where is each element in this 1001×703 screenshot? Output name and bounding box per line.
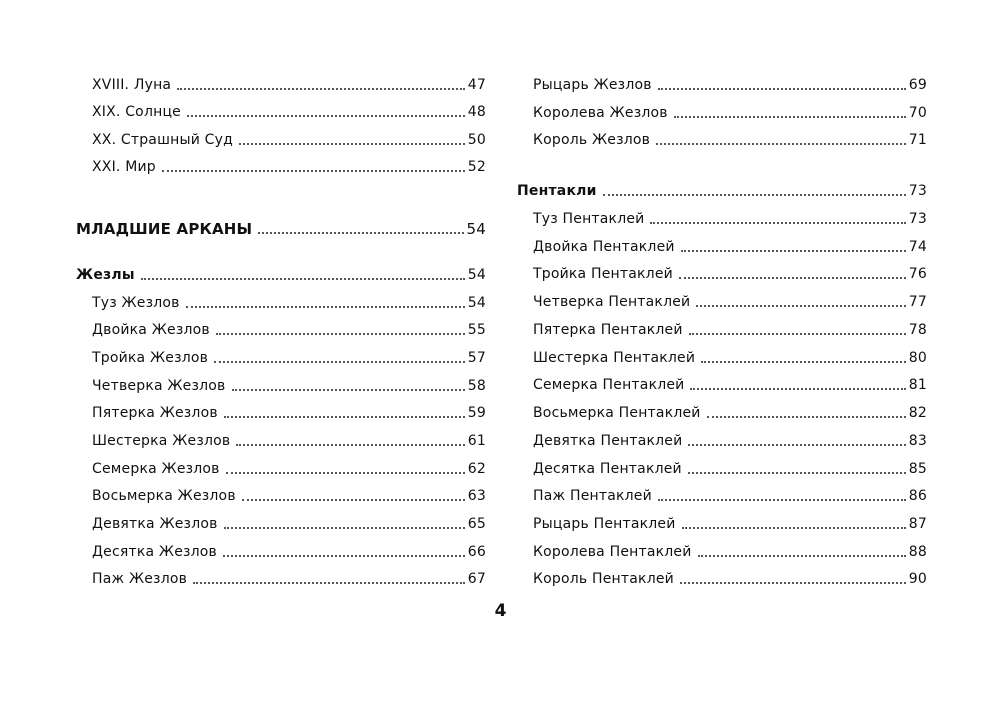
toc-entry-title: Король Пентаклей — [533, 571, 674, 587]
toc-entry-title: Рыцарь Пентаклей — [533, 516, 676, 532]
leader-dots — [162, 170, 465, 172]
leader-dots — [236, 444, 464, 446]
toc-entry-title: Король Жезлов — [533, 132, 651, 148]
toc-entry[interactable] — [76, 345, 486, 367]
leader-dots — [690, 388, 905, 390]
toc-entry[interactable] — [517, 566, 927, 588]
toc-group-page: 73 — [908, 183, 927, 199]
toc-entry[interactable] — [517, 317, 927, 339]
toc-entry-title: Пятерка Пентаклей — [533, 322, 683, 338]
leader-dots — [701, 361, 906, 363]
toc-entry-page: 83 — [908, 433, 927, 449]
leader-dots — [658, 88, 906, 90]
toc-entry[interactable] — [517, 483, 927, 505]
toc-entry-page: 85 — [908, 461, 927, 477]
leader-dots — [696, 305, 905, 307]
toc-entry-page: 81 — [908, 377, 927, 393]
leader-dots — [688, 472, 906, 474]
toc-entry[interactable] — [76, 511, 486, 533]
toc-entry-page: 73 — [908, 211, 927, 227]
toc-entry-page: 48 — [467, 104, 486, 120]
toc-entry-title: Девятка Пентаклей — [533, 433, 683, 449]
toc-entry[interactable] — [517, 511, 927, 533]
toc-entry[interactable] — [76, 317, 486, 339]
toc-entry[interactable] — [517, 539, 927, 561]
toc-entry-page: 87 — [908, 516, 927, 532]
toc-entry[interactable] — [76, 483, 486, 505]
toc-entry[interactable] — [517, 100, 927, 122]
leader-dots — [656, 143, 906, 145]
toc-entry-title: Восьмерка Пентаклей — [533, 405, 701, 421]
leader-dots — [688, 444, 905, 446]
toc-entry-page: 61 — [467, 433, 486, 449]
toc-entry[interactable] — [517, 127, 927, 149]
toc-group-page: 54 — [467, 267, 486, 283]
leader-dots — [258, 232, 463, 234]
toc-group-pentacles[interactable] — [517, 178, 927, 200]
toc-entry-page: 90 — [908, 571, 927, 587]
toc-entry[interactable] — [517, 428, 927, 450]
leader-dots — [141, 278, 465, 280]
toc-entry-title: XVIII. Луна — [92, 77, 172, 93]
leader-dots — [603, 194, 906, 196]
toc-entry-title: XXI. Мир — [92, 159, 156, 175]
toc-entry[interactable] — [76, 154, 486, 176]
toc-entry-page: 65 — [467, 516, 486, 532]
leader-dots — [680, 582, 906, 584]
toc-entry-title: Четверка Пентаклей — [533, 294, 691, 310]
toc-entry-title: Королева Жезлов — [533, 105, 668, 121]
toc-entry-page: 77 — [908, 294, 927, 310]
leader-dots — [193, 582, 465, 584]
toc-section-title: МЛАДШИЕ АРКАНЫ — [76, 220, 253, 238]
toc-entry[interactable] — [76, 373, 486, 395]
leader-dots — [224, 416, 465, 418]
toc-entry[interactable] — [76, 127, 486, 149]
toc-entry-title: Туз Пентаклей — [533, 211, 645, 227]
toc-entry-title: Семерка Пентаклей — [533, 377, 685, 393]
toc-entry-title: Четверка Жезлов — [92, 378, 226, 394]
toc-entry-page: 52 — [467, 159, 486, 175]
toc-entry-page: 82 — [908, 405, 927, 421]
toc-entry[interactable] — [517, 206, 927, 228]
toc-entry-title: Десятка Пентаклей — [533, 461, 682, 477]
toc-entry-title: Шестерка Жезлов — [92, 433, 231, 449]
leader-dots — [650, 222, 905, 224]
toc-entry-page: 88 — [908, 544, 927, 560]
toc-entry-title: Шестерка Пентаклей — [533, 350, 696, 366]
leader-dots — [658, 499, 906, 501]
toc-entry-page: 76 — [908, 266, 927, 282]
toc-entry-page: 59 — [467, 405, 486, 421]
toc-entry-page: 70 — [908, 105, 927, 121]
toc-entry[interactable] — [76, 290, 486, 312]
leader-dots — [177, 88, 465, 90]
toc-entry[interactable] — [517, 372, 927, 394]
leader-dots — [239, 143, 465, 145]
page-number: 4 — [494, 601, 507, 621]
toc-entry-page: 80 — [908, 350, 927, 366]
toc-entry-title: Паж Жезлов — [92, 571, 188, 587]
toc-entry-title: Двойка Жезлов — [92, 322, 210, 338]
toc-entry-title: Десятка Жезлов — [92, 544, 218, 560]
toc-entry-page: 50 — [467, 132, 486, 148]
leader-dots — [242, 499, 465, 501]
toc-entry-page: 54 — [467, 295, 486, 311]
toc-entry-page: 57 — [467, 350, 486, 366]
leader-dots — [689, 333, 906, 335]
toc-entry[interactable] — [76, 539, 486, 561]
toc-entry[interactable] — [76, 72, 486, 94]
toc-entry[interactable] — [517, 72, 927, 94]
toc-section-minor-arcana[interactable] — [76, 216, 486, 238]
toc-entry-page: 63 — [467, 488, 486, 504]
toc-entry-page: 78 — [908, 322, 927, 338]
leader-dots — [187, 115, 465, 117]
toc-entry-title: Туз Жезлов — [92, 295, 180, 311]
leader-dots — [214, 361, 465, 363]
toc-entry-title: Девятка Жезлов — [92, 516, 218, 532]
leader-dots — [186, 306, 465, 308]
toc-group-wands[interactable] — [76, 262, 486, 284]
toc-entry-title: Пятерка Жезлов — [92, 405, 218, 421]
leader-dots — [698, 555, 906, 557]
toc-entry-page: 58 — [467, 378, 486, 394]
toc-entry[interactable] — [76, 99, 486, 121]
toc-entry[interactable] — [517, 261, 927, 283]
toc-entry-title: XIX. Солнце — [92, 104, 181, 120]
toc-entry-title: Тройка Пентаклей — [533, 266, 673, 282]
toc-entry-title: Паж Пентаклей — [533, 488, 652, 504]
toc-entry-page: 66 — [467, 544, 486, 560]
toc-entry[interactable] — [76, 566, 486, 588]
toc-entry-title: Рыцарь Жезлов — [533, 77, 652, 93]
toc-entry-page: 67 — [467, 571, 486, 587]
toc-entry-page: 47 — [467, 77, 486, 93]
leader-dots — [682, 527, 906, 529]
leader-dots — [679, 277, 906, 279]
toc-entry-title: Восьмерка Жезлов — [92, 488, 236, 504]
toc-entry[interactable] — [517, 289, 927, 311]
toc-entry-title: Тройка Жезлов — [92, 350, 209, 366]
toc-entry[interactable] — [517, 400, 927, 422]
toc-entry[interactable] — [76, 428, 486, 450]
toc-group-title: Жезлы — [76, 267, 135, 283]
toc-entry-page: 74 — [908, 239, 927, 255]
toc-section-page: 54 — [466, 220, 486, 238]
leader-dots — [224, 527, 465, 529]
toc-entry[interactable] — [517, 456, 927, 478]
leader-dots — [232, 389, 465, 391]
leader-dots — [223, 555, 465, 557]
toc-entry-page: 86 — [908, 488, 927, 504]
toc-entry-page: 62 — [467, 461, 486, 477]
leader-dots — [226, 472, 465, 474]
toc-entry-page: 69 — [908, 77, 927, 93]
leader-dots — [216, 333, 465, 335]
toc-entry[interactable] — [76, 400, 486, 422]
leader-dots — [707, 416, 906, 418]
toc-group-title: Пентакли — [517, 183, 597, 199]
leader-dots — [681, 250, 906, 252]
toc-entry-title: Семерка Жезлов — [92, 461, 220, 477]
leader-dots — [674, 116, 906, 118]
toc-entry-title: Двойка Пентаклей — [533, 239, 675, 255]
toc-entry[interactable] — [76, 456, 486, 478]
toc-entry[interactable] — [517, 234, 927, 256]
toc-entry-title: Королева Пентаклей — [533, 544, 692, 560]
toc-entry-page: 55 — [467, 322, 486, 338]
toc-entry[interactable] — [517, 345, 927, 367]
toc-entry-title: XX. Страшный Суд — [92, 132, 233, 148]
toc-entry-page: 71 — [908, 132, 927, 148]
